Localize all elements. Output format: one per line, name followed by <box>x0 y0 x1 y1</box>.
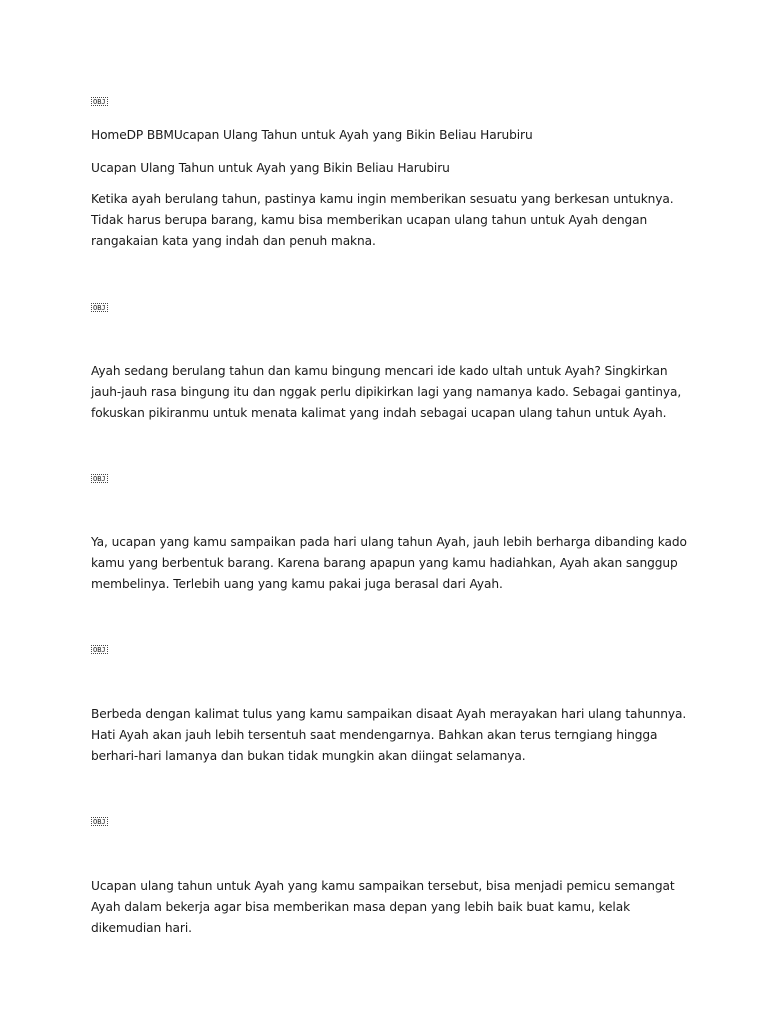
image-placeholder-icon: OBJ <box>93 304 106 312</box>
breadcrumb: HomeDP BBMUcapan Ulang Tahun untuk Ayah yang Bikin Beliau Harubiru <box>91 128 533 142</box>
image-placeholder-icon: OBJ <box>93 475 106 483</box>
image-placeholder-icon: OBJ <box>93 98 106 106</box>
page-title: Ucapan Ulang Tahun untuk Ayah yang Bikin Beliau Harubiru <box>91 161 450 175</box>
image-placeholder-icon: OBJ <box>93 818 106 826</box>
image-placeholder-icon: OBJ <box>93 646 106 654</box>
paragraph-5: Ucapan ulang tahun untuk Ayah yang kamu sampaikan tersebut, bisa menjadi pemicu semangat Ayah dalam bekerja agar bisa memberikan masa depan yang lebih baik buat kamu, kelak dikemudian hari. <box>91 879 675 935</box>
paragraph-3: Ya, ucapan yang kamu sampaikan pada hari ulang tahun Ayah, jauh lebih berharga dibanding kado kamu yang berbentuk barang. Karena barang apapun yang kamu hadiahkan, Ayah akan sanggup membelinya. Terlebih uang yang kamu pakai juga berasal dari Ayah. <box>91 535 687 591</box>
paragraph-4: Berbeda dengan kalimat tulus yang kamu sampaikan disaat Ayah merayakan hari ulang tahunnya. Hati Ayah akan jauh lebih tersentuh saat mendengarnya. Bahkan akan terus terngiang hingga berhari-hari lamanya dan bukan tidak mungkin akan diingat selamanya. <box>91 707 687 763</box>
paragraph-1: Ketika ayah berulang tahun, pastinya kamu ingin memberikan sesuatu yang berkesan untuknya. Tidak harus berupa barang, kamu bisa memberikan ucapan ulang tahun untuk Ayah dengan rangakaian kata yang indah dan penuh makna. <box>91 192 674 248</box>
paragraph-2: Ayah sedang berulang tahun dan kamu bingung mencari ide kado ultah untuk Ayah? Singkirkan jauh-jauh rasa bingung itu dan nggak perlu dipikirkan lagi yang namanya kado. Sebagai gantinya, fokuskan pikiranmu untuk menata kalimat yang indah sebagai ucapan ulang tahun untuk Ayah. <box>91 364 682 420</box>
